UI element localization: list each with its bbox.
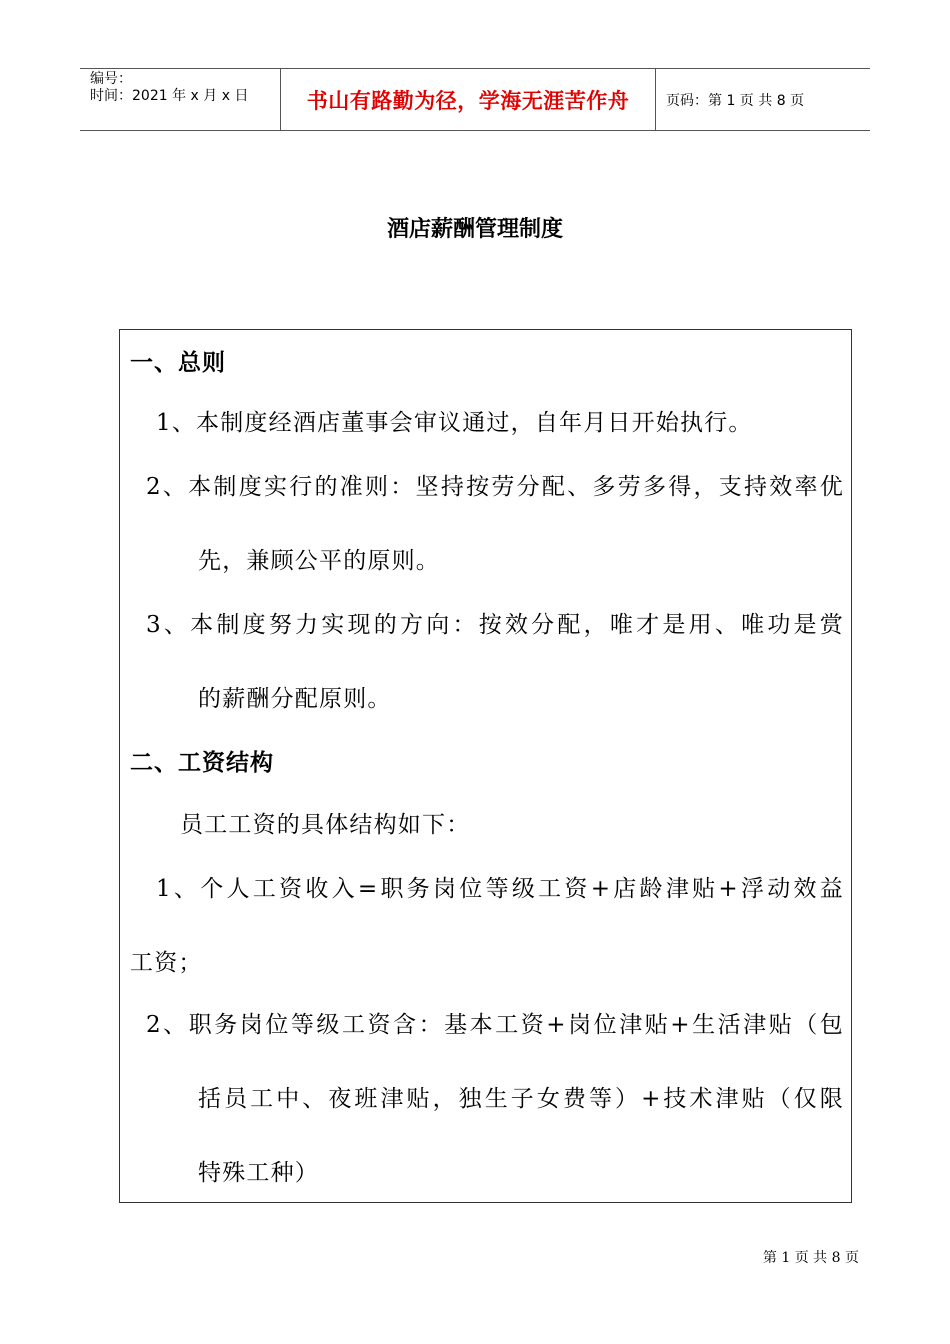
section-2-paragraph-2-line-3: 特殊工种）: [198, 1160, 319, 1186]
section-1-heading: 一、总则: [130, 350, 226, 376]
section-1-paragraph-3-line-2: 的薪酬分配原则。: [198, 686, 392, 712]
section-1-paragraph-2-line-2: 先，兼顾公平的原则。: [198, 548, 440, 574]
header-page-info: 页码：第 1 页 共 8 页: [666, 92, 805, 109]
document-number-label: 编号：: [90, 71, 132, 87]
section-2-paragraph-2-line-1: 2、职务岗位等级工资含：基本工资+岗位津贴+生活津贴（包: [146, 1012, 844, 1038]
header-meta-cell: [80, 69, 281, 130]
section-2-paragraph-1-line-2: 工资；: [130, 950, 203, 976]
document-date: 时间：2021 年 x 月 x 日: [90, 88, 249, 104]
document-header: [80, 68, 870, 131]
content-box: [119, 329, 852, 1203]
section-2-paragraph-1-line-1: 1、个人工资收入=职务岗位等级工资+店龄津贴+浮动效益: [156, 876, 844, 902]
section-1-paragraph-1: 1、本制度经酒店董事会审议通过，自年月日开始执行。: [156, 410, 753, 436]
section-1-paragraph-2-line-1: 2、本制度实行的准则：坚持按劳分配、多劳多得，支持效率优: [146, 474, 844, 500]
section-2-heading: 二、工资结构: [130, 750, 274, 776]
section-2-paragraph-2-line-2: 括员工中、夜班津贴，独生子女费等）+技术津贴（仅限: [198, 1086, 844, 1112]
header-motto: 书山有路勤为径，学海无涯苦作舟: [281, 69, 656, 130]
section-2-intro: 员工工资的具体结构如下：: [180, 812, 471, 838]
document-title: 酒店薪酬管理制度: [386, 217, 563, 242]
page-footer: 第 1 页 共 8 页: [762, 1250, 859, 1266]
section-1-paragraph-3-line-1: 3、本制度努力实现的方向：按效分配，唯才是用、唯功是赏: [146, 612, 844, 638]
